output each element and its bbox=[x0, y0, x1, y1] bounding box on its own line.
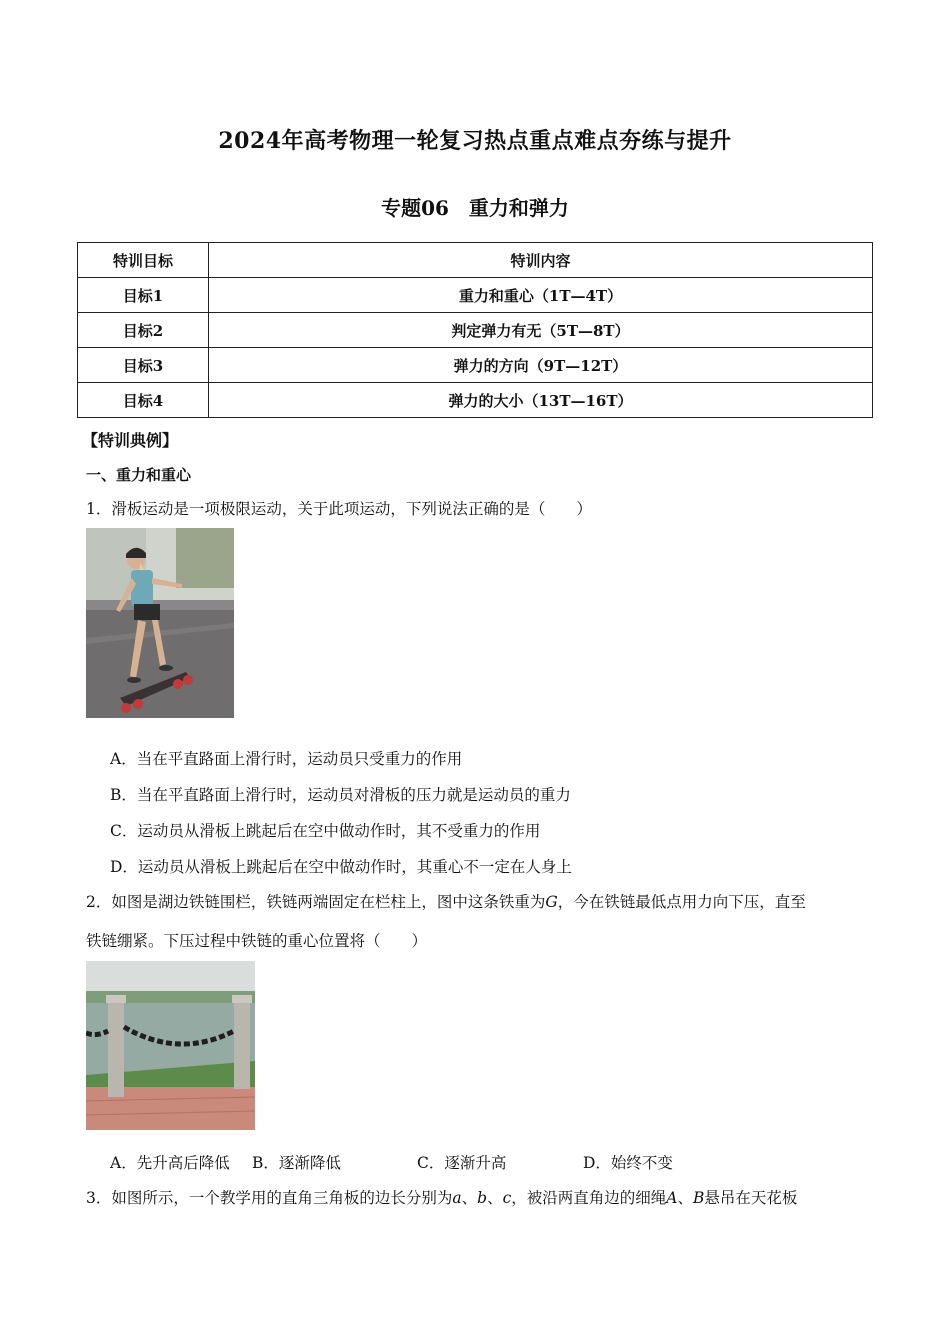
question-3-sep: 、 bbox=[677, 1189, 694, 1207]
table-cell-content: 弹力的方向（9T—12T） bbox=[209, 348, 873, 383]
question-2-stem-line1 bbox=[86, 890, 806, 912]
table-header-content: 特训内容 bbox=[209, 243, 873, 278]
page-title: 2024年高考物理一轮复习热点重点难点夯练与提升 bbox=[218, 128, 732, 154]
table-cell-content: 重力和重心（1T—4T） bbox=[209, 278, 873, 313]
question-3-var-c: c bbox=[502, 1189, 512, 1207]
table-cell-content: 判定弹力有无（5T—8T） bbox=[209, 313, 873, 348]
question-3-stem-part-b: ，被沿两直角边的细绳 bbox=[511, 1189, 667, 1207]
question-2-option-a: A．先升高后降低 bbox=[110, 1154, 230, 1172]
table-header-goal: 特训目标 bbox=[78, 243, 209, 278]
question-1-stem: 1．滑板运动是一项极限运动，关于此项运动，下列说法正确的是（ ） bbox=[86, 500, 592, 518]
question-1-option-c: C．运动员从滑板上跳起后在空中做动作时，其不受重力的作用 bbox=[110, 822, 541, 840]
chain-fence-photo bbox=[86, 961, 255, 1130]
question-1-option-b: B．当在平直路面上滑行时，运动员对滑板的压力就是运动员的重力 bbox=[110, 786, 571, 804]
table-row bbox=[78, 383, 873, 418]
question-3-var-rope-a: A bbox=[666, 1189, 678, 1207]
question-3-sep: 、 bbox=[461, 1189, 478, 1207]
question-2-stem-part-a: 2．如图是湖边铁链围栏，铁链两端固定在栏柱上，图中这条铁重为 bbox=[86, 893, 546, 911]
table-row bbox=[78, 313, 873, 348]
question-3-stem-part-c: 悬吊在天花板 bbox=[704, 1189, 798, 1207]
table-cell-goal: 目标4 bbox=[78, 383, 209, 418]
table-header-row bbox=[78, 243, 873, 278]
question-3-var-rope-b: B bbox=[693, 1189, 705, 1207]
page-subtitle: 专题06 重力和弹力 bbox=[381, 196, 569, 220]
question-3-stem-part-a: 3．如图所示，一个教学用的直角三角板的边长分别为 bbox=[86, 1189, 453, 1207]
question-3-var-a: a bbox=[452, 1189, 462, 1207]
question-3-var-b: b bbox=[477, 1189, 488, 1207]
question-3-sep: 、 bbox=[487, 1189, 503, 1207]
question-2-option-d: D．始终不变 bbox=[583, 1154, 673, 1172]
question-2-option-b: B．逐渐降低 bbox=[252, 1154, 341, 1172]
training-plan-table bbox=[77, 242, 873, 418]
table-row bbox=[78, 278, 873, 313]
table-cell-goal: 目标2 bbox=[78, 313, 209, 348]
skateboarder-photo bbox=[86, 528, 234, 718]
section-label: 【特训典例】 bbox=[82, 431, 179, 450]
question-2-option-c: C．逐渐升高 bbox=[417, 1154, 507, 1172]
table-row bbox=[78, 348, 873, 383]
table-cell-content: 弹力的大小（13T—16T） bbox=[209, 383, 873, 418]
question-2-stem-line2: 铁链绷紧。下压过程中铁链的重心位置将（ ） bbox=[86, 932, 428, 950]
question-3-stem bbox=[86, 1186, 797, 1208]
section-heading: 一、重力和重心 bbox=[86, 466, 192, 484]
table-cell-goal: 目标3 bbox=[78, 348, 209, 383]
table-cell-goal: 目标1 bbox=[78, 278, 209, 313]
question-1-option-d: D．运动员从滑板上跳起后在空中做动作时，其重心不一定在人身上 bbox=[110, 858, 572, 876]
question-1-option-a: A．当在平直路面上滑行时，运动员只受重力的作用 bbox=[110, 750, 463, 768]
question-2-stem-part-b: ，今在铁链最低点用力向下压，直至 bbox=[557, 893, 806, 911]
question-2-var-g: G bbox=[545, 893, 558, 911]
